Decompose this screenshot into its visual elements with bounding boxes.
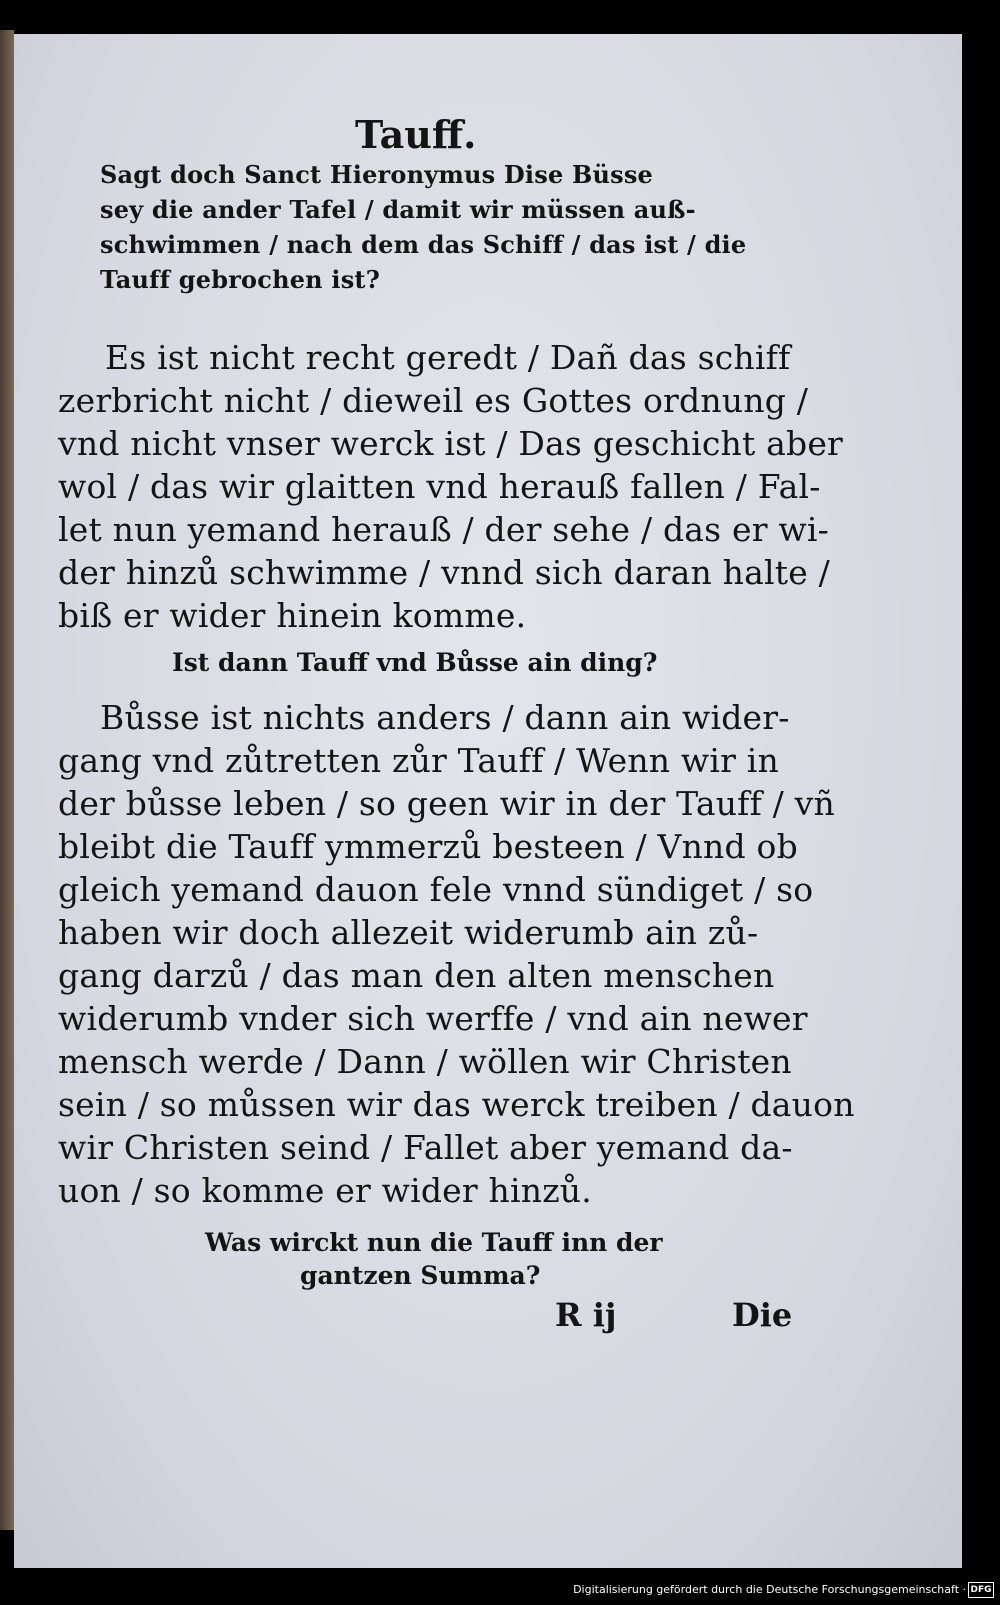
body-line: let nun yemand herauß / der sehe / das er wi-	[58, 510, 829, 549]
body-line: uon / so komme er wider hinzů.	[58, 1171, 592, 1210]
body-line: bleibt die Tauff ymmerzů besteen / Vnnd ob	[58, 827, 798, 866]
dfg-logo: DFG	[968, 1582, 994, 1598]
footer-bar	[0, 1578, 1000, 1605]
intro-line: schwimmen / nach dem das Schiff / das ist / die	[100, 230, 747, 259]
intro-line: Sagt doch Sanct Hieronymus Dise Büsse	[100, 160, 654, 189]
body-line: der bůsse leben / so geen wir in der Tauff / vñ	[58, 784, 835, 823]
body-line: gang vnd zůtretten zůr Tauff / Wenn wir in	[58, 741, 780, 780]
section-heading: gantzen Summa?	[300, 1261, 541, 1290]
intro-line: sey die ander Tafel / damit wir müssen auß-	[100, 195, 696, 224]
intro-line: Tauff gebrochen ist?	[100, 265, 380, 294]
body-line: gang darzů / das man den alten menschen	[58, 956, 775, 995]
signature-mark: R ij	[555, 1296, 617, 1334]
body-line: mensch werde / Dann / wöllen wir Christen	[58, 1042, 792, 1081]
body-line: Bůsse ist nichts anders / dann ain wider-	[100, 698, 790, 737]
section-heading: Ist dann Tauff vnd Bůsse ain ding?	[172, 648, 658, 677]
body-line: vnd nicht vnser werck ist / Das geschicht aber	[58, 424, 844, 463]
body-line: Es ist nicht recht geredt / Dañ das schiff	[105, 338, 791, 377]
book-edge	[0, 30, 14, 1530]
section-heading: Was wirckt nun die Tauff inn der	[205, 1228, 663, 1257]
body-line: der hinzů schwimme / vnnd sich daran halte /	[58, 553, 830, 592]
body-line: wol / das wir glaitten vnd herauß fallen / Fal-	[58, 467, 821, 506]
body-line: sein / so můssen wir das werck treiben / dauon	[58, 1085, 855, 1124]
body-line: zerbricht nicht / dieweil es Gottes ordnung /	[58, 381, 809, 420]
body-line: biß er wider hinein komme.	[58, 596, 527, 635]
catchword: Die	[732, 1296, 793, 1334]
footer-credit: Digitalisierung gefördert durch die Deutsche Forschungsgemeinschaft ·	[573, 1583, 966, 1596]
body-line: widerumb vnder sich werffe / vnd ain newer	[58, 999, 808, 1038]
body-line: haben wir doch allezeit widerumb ain zů-	[58, 913, 759, 952]
body-line: gleich yemand dauon fele vnnd sündiget / so	[58, 870, 814, 909]
body-line: wir Christen seind / Fallet aber yemand da-	[58, 1128, 793, 1167]
running-head: Tauff.	[355, 112, 477, 157]
